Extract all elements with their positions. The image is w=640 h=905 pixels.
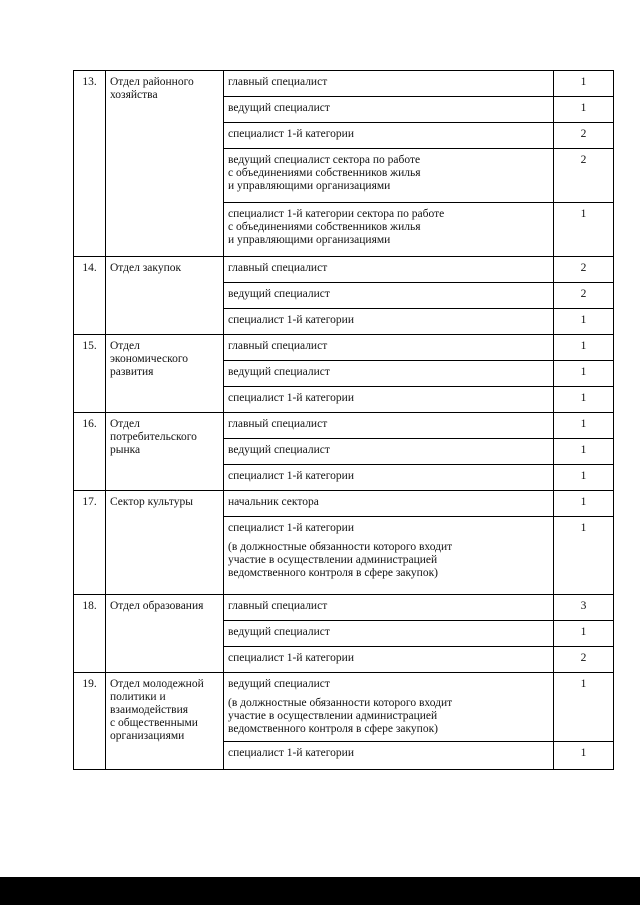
row-number: 18. (74, 595, 106, 673)
position-title (224, 123, 554, 149)
position-title (224, 491, 554, 517)
position-title-line: специалист 1-й категории (228, 128, 354, 140)
position-count: 1 (554, 309, 614, 335)
department-name-line: с общественными (110, 717, 198, 729)
position-count: 1 (554, 517, 614, 595)
position-title-line: с объединениями собственников жилья (228, 221, 421, 233)
department-name-line: Отдел молодежной (110, 678, 204, 690)
position-count: 2 (554, 257, 614, 283)
position-title (224, 309, 554, 335)
department-name (106, 257, 224, 335)
scan-bottom-edge (0, 877, 640, 905)
position-title (224, 387, 554, 413)
department-name-line: потребительского (110, 431, 197, 443)
position-note-line: ведомственного контроля в сфере закупок) (228, 723, 438, 735)
department-name-line: рынка (110, 444, 141, 456)
position-title-line: специалист 1-й категории (228, 392, 354, 404)
position-title-line: специалист 1-й категории (228, 470, 354, 482)
department-name-line: развития (110, 366, 154, 378)
position-title-line: ведущий специалист сектора по работе (228, 154, 421, 166)
position-count: 1 (554, 439, 614, 465)
position-title-line: главный специалист (228, 340, 328, 352)
department-name-line: Отдел (110, 340, 140, 352)
staff-table (73, 70, 614, 770)
position-count: 1 (554, 203, 614, 257)
position-count: 2 (554, 123, 614, 149)
position-title-line: ведущий специалист (228, 366, 330, 378)
position-title (224, 439, 554, 465)
position-title (224, 595, 554, 621)
row-number: 14. (74, 257, 106, 335)
position-note (228, 697, 549, 736)
table-row (74, 257, 614, 283)
position-title-line: главный специалист (228, 262, 328, 274)
position-count: 1 (554, 361, 614, 387)
position-title (224, 517, 554, 595)
position-title (224, 257, 554, 283)
position-count: 1 (554, 742, 614, 770)
department-name-line: Отдел закупок (110, 262, 182, 274)
position-title-line: с объединениями собственников жилья (228, 167, 421, 179)
position-count: 1 (554, 335, 614, 361)
position-title-line: начальник сектора (228, 496, 319, 508)
position-title-line: специалист 1-й категории (228, 522, 354, 534)
position-title (224, 647, 554, 673)
department-name (106, 673, 224, 770)
position-note (228, 541, 549, 580)
position-title-line: специалист 1-й категории (228, 747, 354, 759)
position-count: 1 (554, 491, 614, 517)
position-count: 1 (554, 465, 614, 491)
position-count: 1 (554, 673, 614, 742)
department-name-line: экономического (110, 353, 189, 365)
position-title-line: ведущий специалист (228, 288, 330, 300)
table-row (74, 71, 614, 97)
position-count: 2 (554, 149, 614, 203)
position-title-line: ведущий специалист (228, 444, 330, 456)
department-name-line: Отдел (110, 418, 140, 430)
department-name-line: хозяйства (110, 89, 158, 101)
position-title-line: и управляющими организациями (228, 234, 391, 246)
row-number: 17. (74, 491, 106, 595)
position-title (224, 673, 554, 742)
position-title-line: главный специалист (228, 76, 328, 88)
position-title (224, 71, 554, 97)
position-title (224, 203, 554, 257)
position-title (224, 621, 554, 647)
position-title (224, 335, 554, 361)
position-title (224, 465, 554, 491)
position-title-line: специалист 1-й категории сектора по работе (228, 208, 445, 220)
table-row (74, 413, 614, 439)
position-title-line: ведущий специалист (228, 678, 330, 690)
position-note-line: ведомственного контроля в сфере закупок) (228, 567, 438, 579)
department-name-line: политики и (110, 691, 166, 703)
position-title-line: ведущий специалист (228, 102, 330, 114)
position-title (224, 283, 554, 309)
position-count: 2 (554, 647, 614, 673)
position-note-line: (в должностные обязанности которого входит (228, 697, 453, 709)
table-row (74, 335, 614, 361)
position-note-line: участие в осуществлении администрацией (228, 554, 438, 566)
position-title-line: специалист 1-й категории (228, 652, 354, 664)
row-number: 15. (74, 335, 106, 413)
department-name (106, 413, 224, 491)
row-number: 19. (74, 673, 106, 770)
staff-table-body (74, 71, 614, 770)
position-count: 2 (554, 283, 614, 309)
position-title (224, 97, 554, 123)
department-name-line: Сектор культуры (110, 496, 193, 508)
row-number: 16. (74, 413, 106, 491)
position-count: 1 (554, 387, 614, 413)
table-row (74, 595, 614, 621)
department-name-line: Отдел районного (110, 76, 194, 88)
position-title-line: специалист 1-й категории (228, 314, 354, 326)
department-name (106, 595, 224, 673)
position-title-line: главный специалист (228, 418, 328, 430)
department-name (106, 335, 224, 413)
position-title-line: ведущий специалист (228, 626, 330, 638)
position-title (224, 149, 554, 203)
table-row (74, 491, 614, 517)
department-name (106, 491, 224, 595)
position-title-line: и управляющими организациями (228, 180, 391, 192)
department-name-line: взаимодействия (110, 704, 189, 716)
position-count: 3 (554, 595, 614, 621)
position-title (224, 742, 554, 770)
department-name-line: организациями (110, 730, 185, 742)
position-title (224, 413, 554, 439)
position-note-line: участие в осуществлении администрацией (228, 710, 438, 722)
position-count: 1 (554, 71, 614, 97)
position-title-line: главный специалист (228, 600, 328, 612)
position-count: 1 (554, 413, 614, 439)
position-count: 1 (554, 97, 614, 123)
department-name-line: Отдел образования (110, 600, 204, 612)
position-note-line: (в должностные обязанности которого входит (228, 541, 453, 553)
department-name (106, 71, 224, 257)
row-number: 13. (74, 71, 106, 257)
position-count: 1 (554, 621, 614, 647)
position-title (224, 361, 554, 387)
table-row (74, 673, 614, 742)
